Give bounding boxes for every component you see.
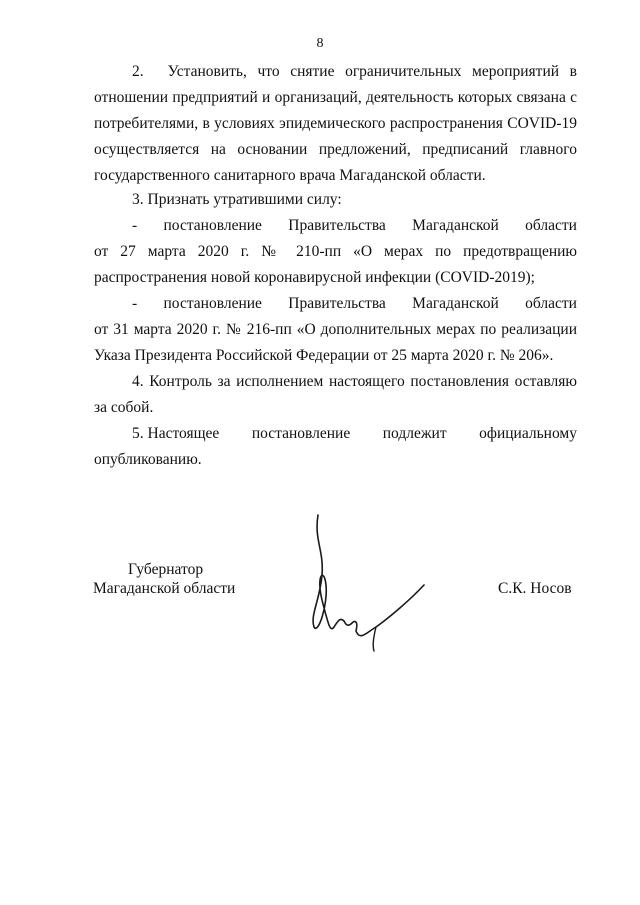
bullet-2-word-1: постановление <box>163 295 262 312</box>
bullet-1-body: от 27 марта 2020 г. № 210-пп «О мерах по предотвращению распространения новой коронавирусной инфекции (COVID-2019); <box>94 243 577 286</box>
bullet-2-word-2: Правительства <box>288 295 386 312</box>
bullet-2-body: от 31 марта 2020 г. № 216-пп «О дополнительных мерах по реализации Указа Президента Российской Федерации от 25 марта 2020 г. № 206». <box>94 321 577 364</box>
item-2-body: отношении предприятий и организаций, деятельность которых связана с потребителями, в условиях эпидемического распространения COVID-19 осуществляется на основании предложений, предписаний главного государственного санитарного врача Магаданской области. <box>94 89 577 184</box>
item-2-number: 2. <box>132 63 144 80</box>
signatory-name: С.К. Носов <box>498 580 572 597</box>
bullet-item-1 <box>94 213 577 291</box>
paragraph-item-2 <box>94 59 577 189</box>
bullet-1-word-4: области <box>525 217 577 234</box>
paragraph-item-5 <box>94 421 577 473</box>
item-5-word-1: 5. Настоящее <box>132 425 220 442</box>
bullet-item-2 <box>94 291 577 369</box>
bullet-1-word-2: Правительства <box>288 217 386 234</box>
item-5-line-2: опубликованию. <box>94 451 202 468</box>
paragraph-item-4: 4. Контроль за исполнением настоящего постановления оставляю за собой. <box>94 373 577 416</box>
bullet-1-word-3: Магаданской <box>412 217 499 234</box>
paragraph-item-3: 3. Признать утратившими силу: <box>132 191 342 208</box>
item-5-first-line <box>94 421 577 447</box>
signatory-role-line-2: Магаданской области <box>93 580 236 597</box>
page-number: 8 <box>316 36 324 51</box>
bullet-1-dash: - <box>132 217 138 234</box>
signatory-role-line-1: Губернатор <box>128 561 204 578</box>
item-5-word-3: подлежит <box>382 425 447 442</box>
bullet-2-word-4: области <box>525 295 577 312</box>
handwritten-signature <box>300 505 440 665</box>
bullet-2-word-3: Магаданской <box>412 295 499 312</box>
bullet-1-word-1: постановление <box>163 217 262 234</box>
bullet-2-dash: - <box>132 295 138 312</box>
item-5-word-2: постановление <box>251 425 351 442</box>
item-5-word-4: официальному <box>479 425 577 442</box>
bullet-1-first-line <box>94 213 577 239</box>
item-2-first-line <box>94 59 577 85</box>
item-2-first-line-text: Установить, что снятие ограничительных мероприятий в <box>167 63 577 80</box>
bullet-2-first-line <box>94 291 577 317</box>
